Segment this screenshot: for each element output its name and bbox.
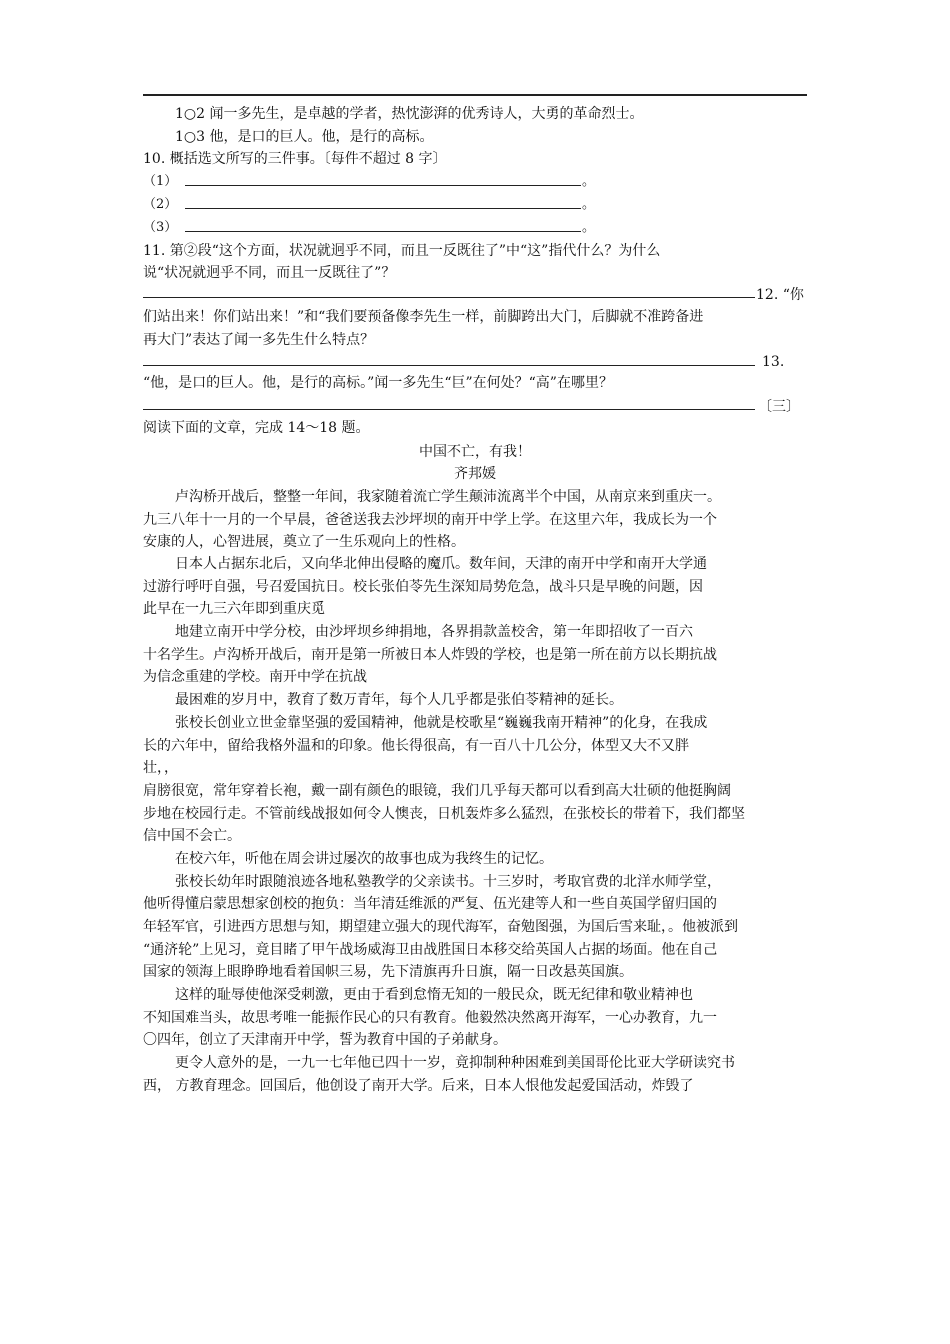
- answer-end-mark: 。: [582, 174, 596, 189]
- article-line: 信中国不会亡。: [143, 828, 241, 844]
- article-line: 不知国难当头，故思考唯一能振作民心的只有教育。他毅然决然离开海军，一心办教育，九一: [143, 1010, 717, 1026]
- article-line: 〇四年，创立了天津南开中学，誓为教育中国的子弟献身。: [143, 1032, 507, 1048]
- article-line: 更令人意外的是，一九一七年他已四十一岁，竟抑制种种困难到美国哥伦比亚大学研读究书: [175, 1055, 735, 1071]
- question-13-number: 13.: [762, 354, 785, 370]
- answer-blank[interactable]: [185, 171, 581, 186]
- question-10: 10. 概括选文所写的三件事。〔每件不超过 8 字〕: [143, 151, 447, 167]
- answer-number: （1）: [143, 174, 178, 189]
- answer-blank[interactable]: [185, 194, 581, 209]
- article-line: 长的六年中，留给我格外温和的印象。他长得很高，有一百八十几公分，体型又大不又胖: [143, 738, 689, 754]
- question-13: “他，是口的巨人。他，是行的高标。”闻一多先生“巨”在何处？“高”在哪里？: [143, 375, 613, 391]
- option-line-2: 1○2 闻一多先生，是卓越的学者，热忱澎湃的优秀诗人，大勇的革命烈士。: [175, 106, 644, 122]
- question-12-line-1: 们站出来！你们站出来！”和“我们要预备像李先生一样，前脚跨出大门，后脚就不准跨备进: [143, 309, 704, 325]
- answer-end-mark: 。: [582, 197, 596, 212]
- question-11-line-2: 说“状况就迥乎不同，而且一反既往了”？: [143, 265, 396, 281]
- article-line: 肩膀很宽，常年穿着长袍，戴一副有颜色的眼镜，我们几乎每天都可以看到高大壮硕的他挺胸阔: [143, 783, 731, 799]
- article-line: 张校长创业立世金靠坚强的爱国精神，他就是校歌星“巍巍我南开精神”的化身，在我成: [175, 715, 708, 731]
- article-line: 日本人占据东北后，又向华北伸出侵略的魔爪。数年间，天津的南开中学和南开大学通: [175, 556, 707, 572]
- question-12-line-2: 再大门”表达了闻一多先生什么特点？: [143, 332, 375, 348]
- option-line-3: 1○3 他，是口的巨人。他，是行的高标。: [175, 129, 434, 145]
- article-line: 张校长幼年时跟随浪迹各地私塾教学的父亲读书。十三岁时，考取官费的北洋水师学堂，: [175, 874, 721, 890]
- article-line: 壮，，: [143, 760, 178, 776]
- article-title: 中国不亡，有我！: [419, 444, 531, 460]
- answer-row-3: [143, 217, 595, 239]
- article-line: 安康的人，心智进展，奠立了一生乐观向上的性格。: [143, 534, 465, 550]
- article-line: 在校六年，听他在周会讲过屡次的故事也成为我终生的记忆。: [175, 851, 553, 867]
- section-three-label: 〔三〕: [758, 399, 800, 415]
- article-line: 过游行呼吁自强，号召爱国抗日。校长张伯苓先生深知局势危急，战斗只是早晚的问题，因: [143, 579, 703, 595]
- question-12-number: 12. “你: [756, 287, 804, 303]
- top-divider-line: [143, 94, 807, 96]
- answer-end-mark: 。: [582, 220, 596, 235]
- answer-row-1: [143, 171, 595, 193]
- article-line: “通济轮”上见习，竟目睹了甲午战场威海卫由战胜国日本移交给英国人占据的场面。他在自己: [143, 942, 718, 958]
- article-line: 地建立南开中学分校，由沙坪坝乡绅捐地，各界捐款盖校舍，第一年即招收了一百六: [175, 624, 693, 640]
- article-author: 齐邦媛: [454, 466, 496, 482]
- answer-row-2: [143, 194, 595, 216]
- answer-number: （2）: [143, 197, 178, 212]
- answer-line-13[interactable]: [143, 409, 755, 410]
- article-line: 年轻军官，引进西方思想与知，期望建立强大的现代海军，奋勉图强，为国后雪来耻，。他被派到: [143, 919, 738, 935]
- article-line: 为信念重建的学校。南开中学在抗战: [143, 669, 367, 685]
- answer-line-12[interactable]: [143, 365, 755, 366]
- question-11-line-1: 11. 第②段“这个方面，状况就迥乎不同，而且一反既往了”中“这”指代什么？为什么: [143, 243, 661, 259]
- answer-number: （3）: [143, 220, 178, 235]
- article-line: 西， 方教育理念。回国后，他创设了南开大学。后来，日本人恨他发起爱国活动，炸毁了: [143, 1078, 694, 1094]
- answer-blank[interactable]: [185, 217, 581, 232]
- article-line: 最困难的岁月中，教育了数万青年，每个人几乎都是张伯苓精神的延长。: [175, 692, 623, 708]
- reading-instruction: 阅读下面的文章，完成 14～18 题。: [143, 420, 370, 436]
- article-line: 此早在一九三六年即到重庆觅: [143, 601, 325, 617]
- article-line: 步地在校园行走。不管前线战报如何令人懊丧，日机轰炸多么猛烈，在张校长的带着下，我们都坚: [143, 806, 745, 822]
- article-line: 国家的领海上眼睁睁地看着国帜三易，先下清旗再升日旗，隔一日改悬英国旗。: [143, 964, 633, 980]
- article-line: 十名学生。卢沟桥开战后，南开是第一所被日本人炸毁的学校，也是第一所在前方以长期抗战: [143, 647, 717, 663]
- article-line: 他听得懂启蒙思想家创校的抱负：当年清廷维派的严复、伍光建等人和一些自英国学留归国的: [143, 896, 717, 912]
- article-line: 这样的耻辱使他深受刺激，更由于看到怠惰无知的一般民众，既无纪律和敬业精神也: [175, 987, 693, 1003]
- article-line: 九三八年十一月的一个早晨，爸爸送我去沙坪坝的南开中学上学。在这里六年，我成长为一个: [143, 512, 717, 528]
- answer-line-11[interactable]: [143, 297, 755, 298]
- article-line: 卢沟桥开战后，整整一年间，我家随着流亡学生颠沛流离半个中国，从南京来到重庆一。: [175, 489, 721, 505]
